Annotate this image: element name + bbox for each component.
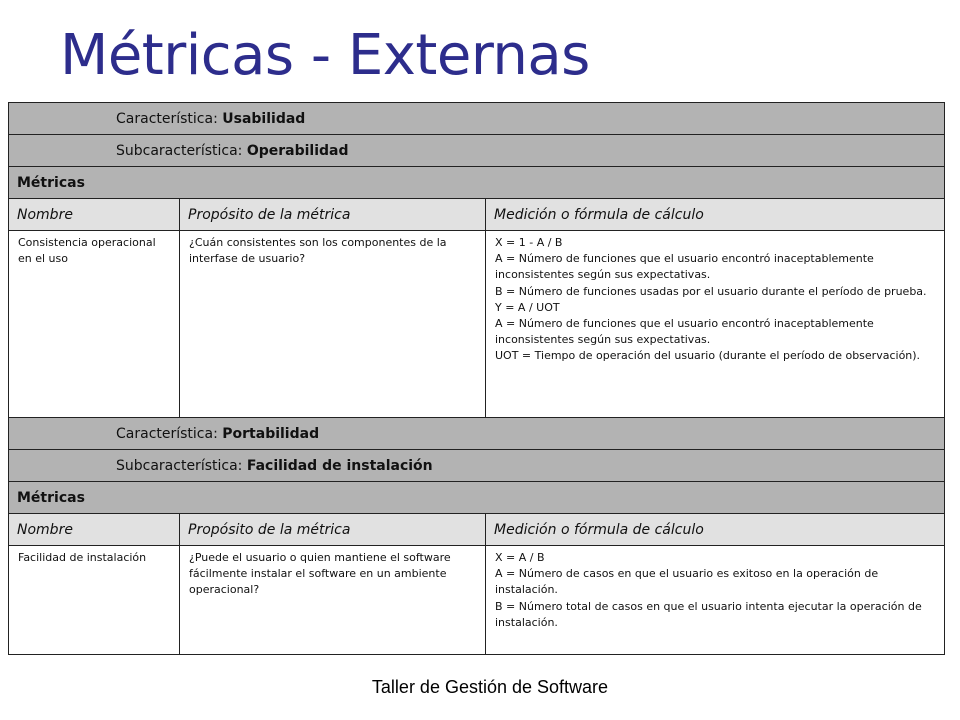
metric-name: Consistencia operacional en el uso bbox=[9, 231, 180, 418]
formula-line: Y = A / UOT bbox=[495, 300, 560, 314]
characteristic-cell bbox=[9, 103, 945, 135]
metrics-table bbox=[8, 102, 945, 655]
metrics-label: Métricas bbox=[9, 167, 945, 199]
table-row bbox=[9, 231, 945, 418]
column-header-formula: Medición o fórmula de cálculo bbox=[486, 514, 945, 546]
metric-formula bbox=[486, 231, 945, 418]
subcharacteristic-cell bbox=[9, 450, 945, 482]
slide-footer: Taller de Gestión de Software bbox=[371, 677, 609, 697]
column-header-formula: Medición o fórmula de cálculo bbox=[486, 199, 945, 231]
formula-line: B = Número total de casos en que el usuario intenta ejecutar la operación de instalación. bbox=[495, 599, 922, 629]
metric-purpose: ¿Cuán consistentes son los componentes de la interfase de usuario? bbox=[180, 231, 486, 418]
slide-title: Métricas - Externas bbox=[60, 23, 590, 88]
subcharacteristic-label: Subcaracterística: bbox=[116, 457, 247, 474]
metrics-label-row bbox=[9, 167, 945, 199]
characteristic-cell bbox=[9, 418, 945, 450]
formula-line: A = Número de funciones que el usuario encontró inaceptablemente inconsistentes según sus expectativas. bbox=[495, 252, 874, 282]
column-header-purpose: Propósito de la métrica bbox=[180, 199, 486, 231]
column-header-row bbox=[9, 199, 945, 231]
characteristic-row bbox=[9, 103, 945, 135]
column-header-name: Nombre bbox=[9, 199, 180, 231]
characteristic-value: Usabilidad bbox=[222, 110, 306, 127]
formula-line: X = 1 - A / B bbox=[495, 236, 563, 249]
subcharacteristic-row bbox=[9, 135, 945, 167]
subcharacteristic-value: Facilidad de instalación bbox=[246, 457, 433, 474]
subcharacteristic-value: Operabilidad bbox=[246, 142, 349, 159]
column-header-name: Nombre bbox=[9, 514, 180, 546]
metrics-label: Métricas bbox=[9, 482, 945, 514]
column-header-purpose: Propósito de la métrica bbox=[180, 514, 486, 546]
characteristic-value: Portabilidad bbox=[222, 425, 320, 442]
formula-line: UOT = Tiempo de operación del usuario (durante el período de observación). bbox=[495, 349, 921, 363]
metric-name: Facilidad de instalación bbox=[9, 546, 180, 655]
formula-line: X = A / B bbox=[495, 551, 545, 564]
subcharacteristic-cell bbox=[9, 135, 945, 167]
formula-line: B = Número de funciones usadas por el usuario durante el período de prueba. bbox=[495, 284, 927, 298]
metric-purpose: ¿Puede el usuario o quien mantiene el software fácilmente instalar el software en un ambiente operacional? bbox=[180, 546, 486, 655]
formula-line: A = Número de funciones que el usuario encontró inaceptablemente inconsistentes según sus expectativas. bbox=[495, 317, 874, 347]
subcharacteristic-label: Subcaracterística: bbox=[116, 142, 247, 159]
characteristic-label: Característica: bbox=[116, 110, 223, 127]
metric-formula bbox=[486, 546, 945, 655]
column-header-row bbox=[9, 514, 945, 546]
characteristic-label: Característica: bbox=[116, 425, 223, 442]
subcharacteristic-row bbox=[9, 450, 945, 482]
table-row bbox=[9, 546, 945, 655]
characteristic-row bbox=[9, 418, 945, 450]
metrics-label-row bbox=[9, 482, 945, 514]
formula-line: A = Número de casos en que el usuario es exitoso en la operación de instalación. bbox=[495, 567, 879, 597]
